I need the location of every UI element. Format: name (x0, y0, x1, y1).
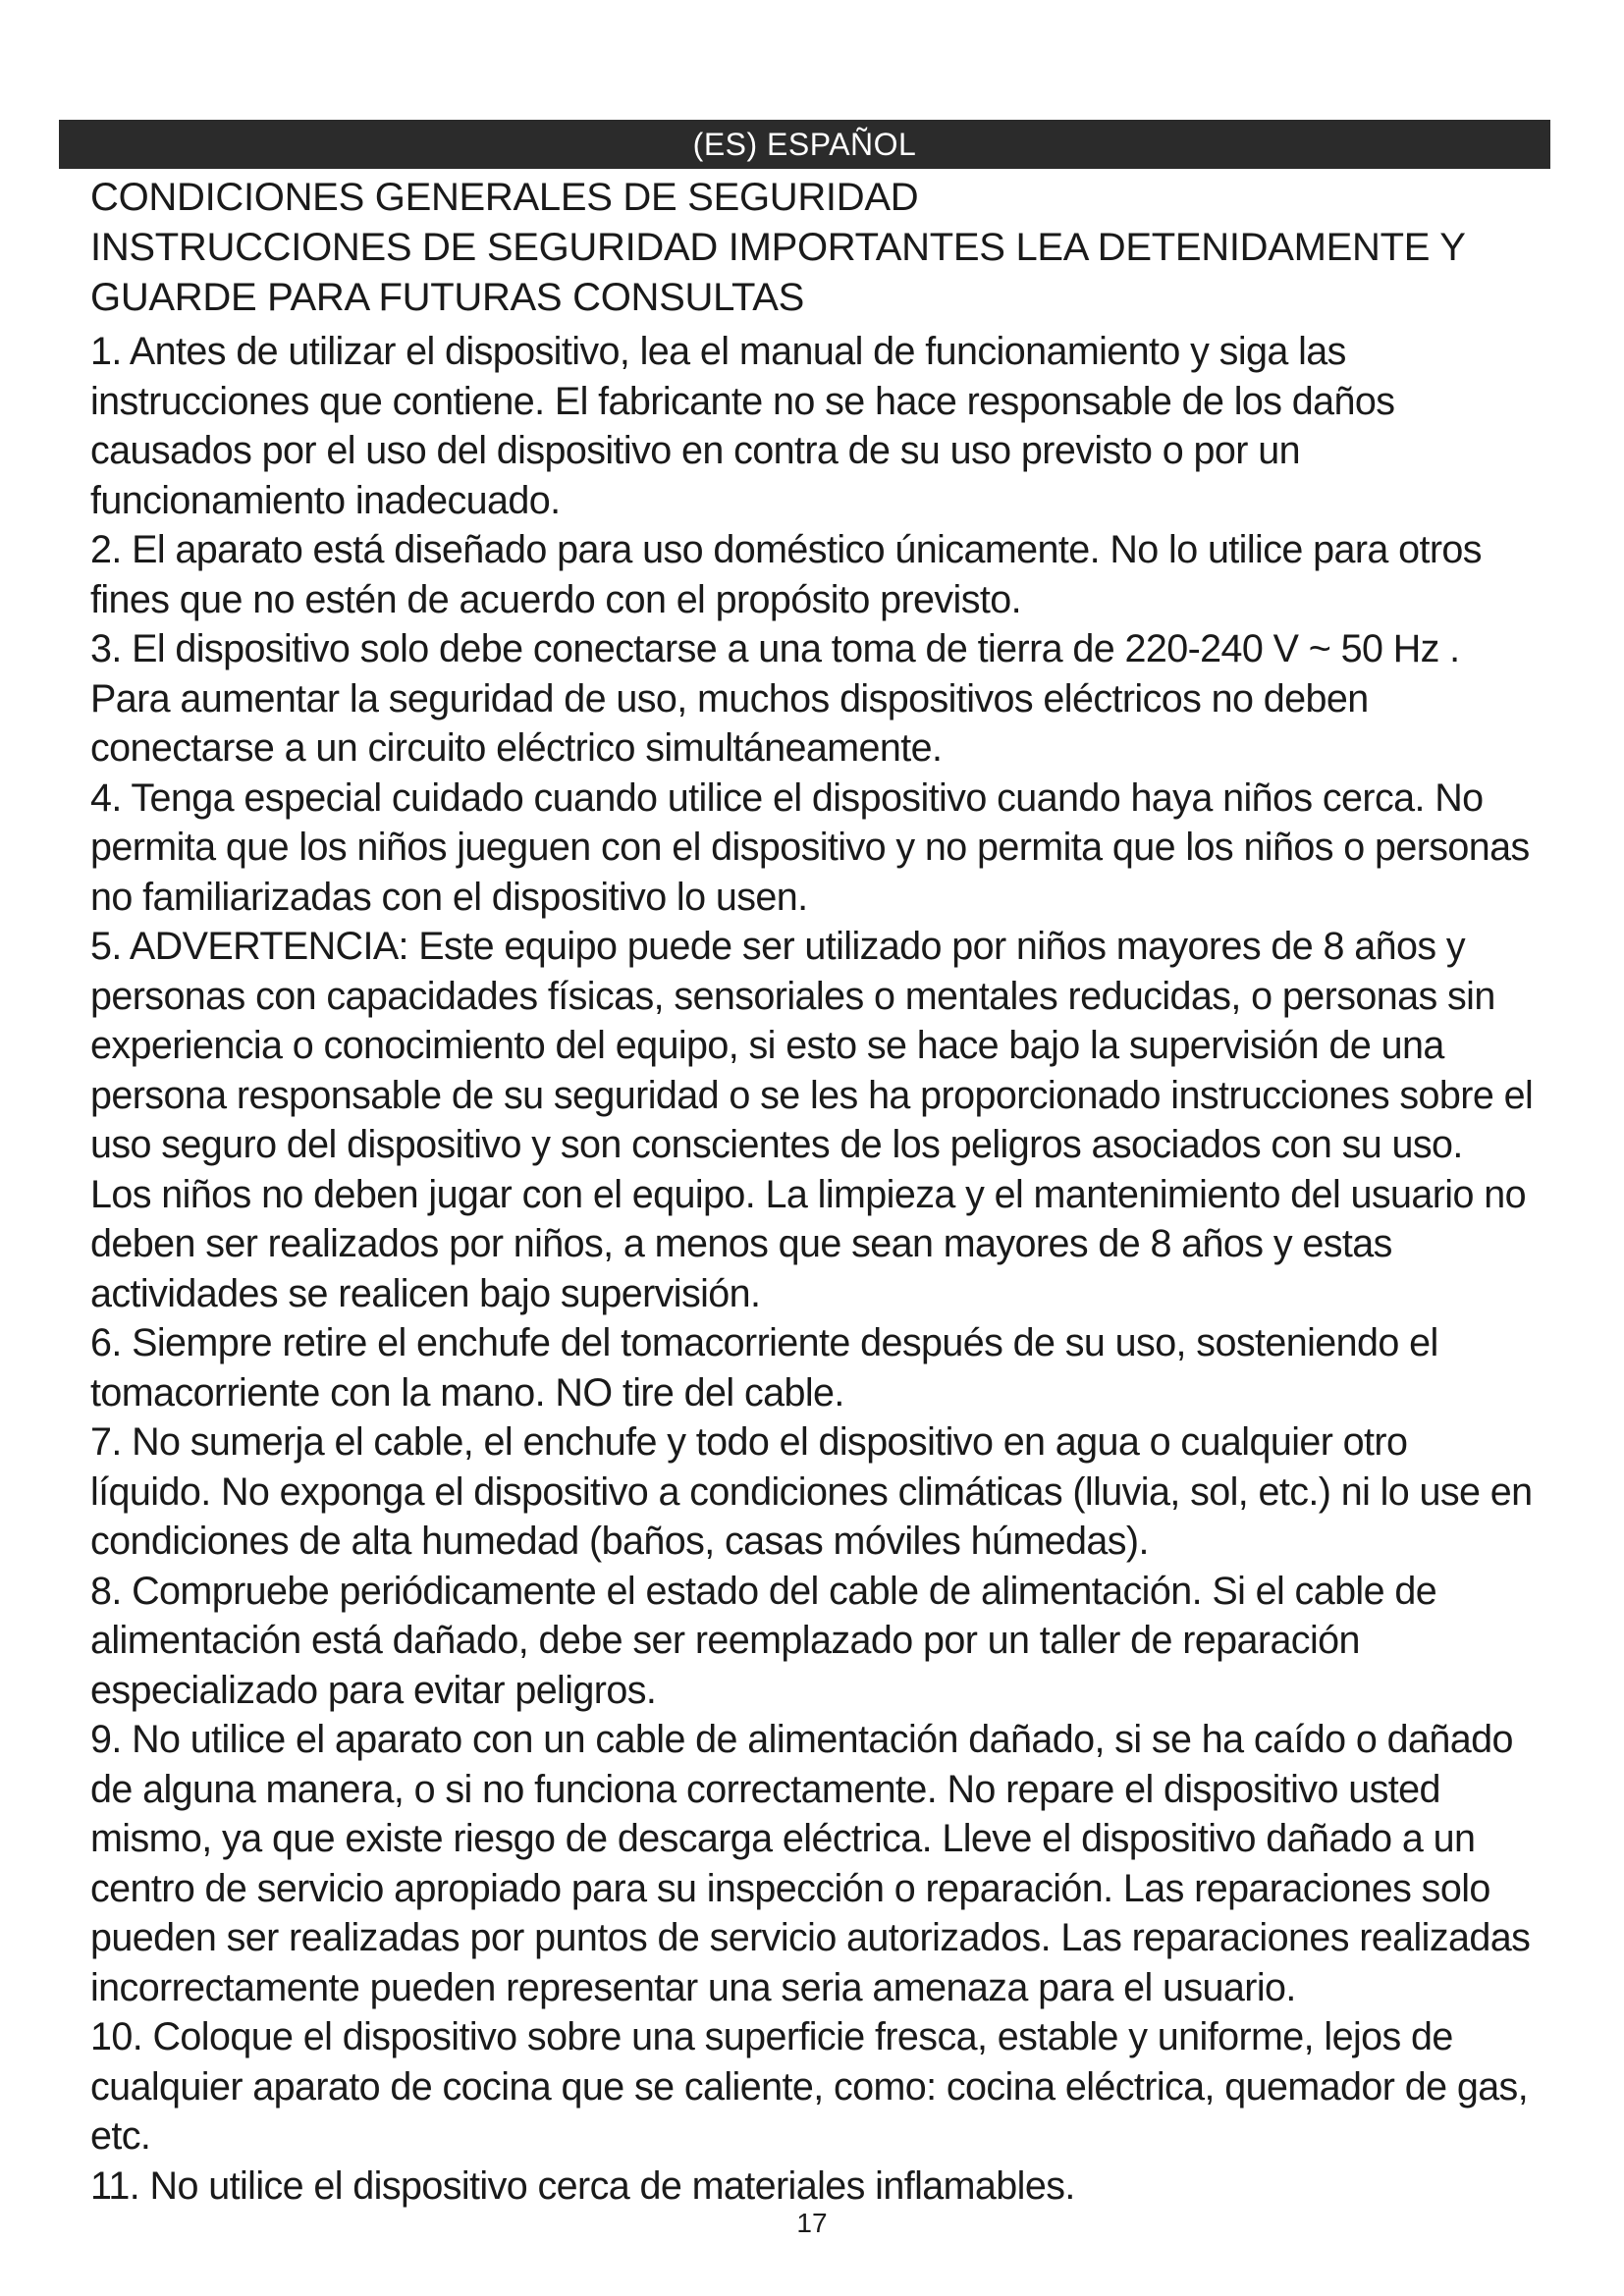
instruction-item-10: 10. Coloque el dispositivo sobre una superficie fresca, estable y uniforme, lejos de cualquier aparato de cocina que se caliente, como: cocina eléctrica, quemador de gas, etc. (90, 2015, 1529, 2158)
instruction-item-7: 7. No sumerja el cable, el enchufe y todo el dispositivo en agua o cualquier otro líquido. No exponga el dispositivo a condiciones climáticas (lluvia, sol, etc.) ni lo use en condiciones de alta humedad (baños, casas móviles húmedas). (90, 1420, 1533, 1563)
safety-instructions (90, 173, 1534, 2211)
instruction-item-8: 8. Compruebe periódicamente el estado del cable de alimentación. Si el cable de alimentación está dañado, debe ser reemplazado por un taller de reparación especializado para evitar peligros. (90, 1569, 1437, 1712)
section-title: CONDICIONES GENERALES DE SEGURIDAD (90, 176, 919, 219)
instruction-item-11: 11. No utilice el dispositivo cerca de materiales inflamables. (90, 2163, 1075, 2208)
instruction-item-2: 2. El aparato está diseñado para uso doméstico únicamente. No lo utilice para otros fines que no estén de acuerdo con el propósito previsto. (90, 528, 1482, 621)
instruction-list (90, 327, 1534, 2211)
language-label: (ES) ESPAÑOL (692, 127, 917, 162)
section-subtitle: INSTRUCCIONES DE SEGURIDAD IMPORTANTES LEA DETENIDAMENTE Y GUARDE PARA FUTURAS CONSULTAS (90, 226, 1465, 319)
instruction-item-1: 1. Antes de utilizar el dispositivo, lea el manual de funcionamiento y siga las instrucciones que contiene. El fabricante no se hace responsable de los daños causados por el uso del dispositivo en contra de su uso previsto o por un funcionamiento inadecuado. (90, 330, 1395, 522)
instruction-item-6: 6. Siempre retire el enchufe del tomacorriente después de su uso, sosteniendo el tomacorriente con la mano. NO tire del cable. (90, 1321, 1438, 1415)
instruction-item-4: 4. Tenga especial cuidado cuando utilice el dispositivo cuando haya niños cerca. No permita que los niños jueguen con el dispositivo y no permita que los niños o personas no familiarizadas con el dispositivo lo usen. (90, 775, 1530, 919)
language-header-bar (59, 120, 1550, 169)
page-number: 17 (796, 2208, 828, 2238)
instruction-item-5: 5. ADVERTENCIA: Este equipo puede ser utilizado por niños mayores de 8 años y personas con capacidades físicas, sensoriales o mentales reducidas, o personas sin experiencia o conocimiento del equipo, si esto se hace bajo la supervisión de una persona responsable de su seguridad o se les ha proporcionado instrucciones sobre el uso seguro del dispositivo y son conscientes de los peligros asociados con su uso. Los niños no deben jugar con el equipo. La limpieza y el mantenimiento del usuario no deben ser realizados por niños, a menos que sean mayores de 8 años y estas actividades se realicen bajo supervisión. (90, 925, 1534, 1315)
instruction-item-9: 9. No utilice el aparato con un cable de alimentación dañado, si se ha caído o dañado de alguna manera, o si no funciona correctamente. No repare el dispositivo usted mismo, ya que existe riesgo de descarga eléctrica. Lleve el dispositivo dañado a un centro de servicio apropiado para su inspección o reparación. Las reparaciones solo pueden ser realizadas por puntos de servicio autorizados. Las reparaciones realizadas incorrectamente pueden representar una seria amenaza para el usuario. (90, 1718, 1531, 2009)
instruction-item-3: 3. El dispositivo solo debe conectarse a una toma de tierra de 220-240 V ~ 50 Hz . Para aumentar la seguridad de uso, muchos dispositivos eléctricos no deben conectarse a un circuito eléctrico simultáneamente. (90, 627, 1460, 770)
